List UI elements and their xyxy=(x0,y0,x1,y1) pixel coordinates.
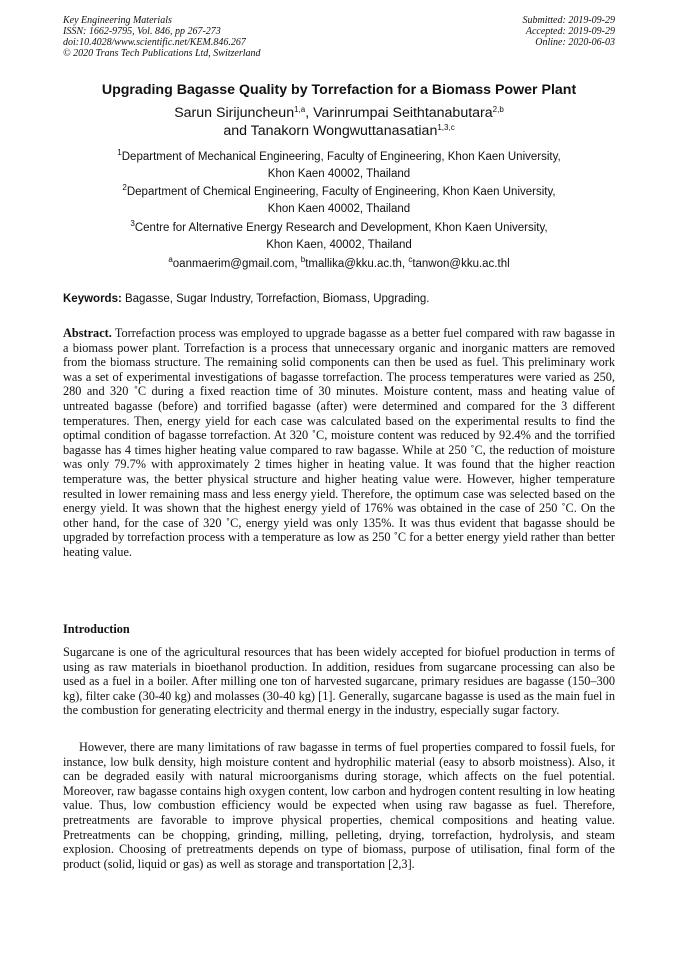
paragraph: Sugarcane is one of the agricultural resources that has been widely accepted for biofuel production in terms of using as raw materials in bioethanol production. In addition, residues from sugarcane processing can also be used as a fuel in a boiler. After milling one ton of harvested sugarcane, primary residues are bagasse (150–300 kg), filter cake (30-40 kg) and molasses (30-40 kg) [1]. Generally, sugarcane bagasse is used as the main fuel in the combustion for generating electricity and thermal energy in the industry, especially sugar factory. xyxy=(63,645,615,718)
journal-info xyxy=(63,15,261,59)
affiliation-number: 2 xyxy=(122,183,127,192)
paragraph: However, there are many limitations of raw bagasse in terms of fuel properties compared to fossil fuels, for instance, low bulk density, high moisture content and hydrophilic material (easy to absorb moistness). Also, it can be degraded easily with natural microorganisms during storage, which affects on the fuel potential. Moreover, raw bagasse contains high oxygen content, low carbon and hydrogen content resulting in low heating value. Thus, low combustion efficiency would be expected when using raw bagasse as fuel. Therefore, pretreatments are favorable to improve physical properties, chemical compositions and heating value. Pretreatments can be chopping, grinding, milling, pelleting, drying, torrefaction, hydrolysis, and steam explosion. Choosing of pretreatments depends on type of biomass, purpose of utilisation, final form of the product (solid, liquid or gas) as well as storage and transportation [2,3]. xyxy=(63,740,615,871)
paper-title: Upgrading Bagasse Quality by Torrefaction for a Biomass Power Plant xyxy=(101,82,577,98)
email-c[interactable]: tanwon@kku.ac.thl xyxy=(412,258,510,270)
author-name: Tanakorn Wongwuttanasatian xyxy=(250,123,438,139)
keywords xyxy=(63,292,615,307)
submitted-date: Submitted: 2019-09-29 xyxy=(522,15,615,26)
email-mark: c xyxy=(408,255,413,264)
author-separator: , xyxy=(305,105,314,121)
email-mark: a xyxy=(168,255,173,264)
author-conjunction: and xyxy=(223,123,251,139)
doi-line[interactable]: doi:10.4028/www.scientific.net/KEM.846.267 xyxy=(63,37,246,48)
accepted-date: Accepted: 2019-09-29 xyxy=(525,26,615,37)
affiliation-line: Khon Kaen 40002, Thailand xyxy=(267,168,411,180)
affiliation-line: Khon Kaen 40002, Thailand xyxy=(267,203,411,215)
author-affiliation-mark: 1,3,c xyxy=(437,123,455,132)
affiliation-3 xyxy=(40,220,638,254)
abstract-label: Abstract. xyxy=(63,326,112,340)
journal-name: Key Engineering Materials xyxy=(63,15,172,26)
author-list xyxy=(40,104,638,140)
copyright-line: © 2020 Trans Tech Publications Ltd, Switzerland xyxy=(63,48,261,59)
author-affiliation-mark: 2,b xyxy=(492,105,504,114)
abstract-text: Torrefaction process was employed to upgrade bagasse as a better fuel compared with raw bagasse in a biomass power plant. Torrefaction is a process that unnecessary organic and inorganic matters are removed from the biomass structure. The remaining solid components can then be used as fuel. This preliminary work was a set of experimental investigations of bagasse torrefaction. The process temperatures were varied as 250, 280 and 320 ˚C during a fixed reaction time of 30 minutes. Moisture content, mass and heating value of untreated bagasse (before) and torrified bagasse (after) were determined and compared for the 3 different temperatures. Then, energy yield for each case was calculated based on the experimental results to find the optimal condition of bagasse torrefaction. At 320 ˚C, moisture content was reduced by 92.4% and the torrified bagasse has 4 times higher heating value compared to raw bagasse. While at 250 ˚C, the reduction of moisture was only 79.7% with approximately 2 times higher in heating value. It was found that the higher reaction temperature was, the better physical structure and higher heating value were. However, higher temperature resulted in lower remaining mass and less energy yield. Therefore, the optimum case was selected based on the energy yield. It was shown that the highest energy yield of 176% was obtained in the case of 250 ˚C. On the other hand, for the case of 320 ˚C, energy yield was only 135%. It was thus evident that bagasse should be upgraded by torrefaction process with a temperature as low as 250 ˚C for a better energy yield rather than better heating value. xyxy=(63,326,615,559)
affiliation-line: Centre for Alternative Energy Research and Development, Khon Kaen University, xyxy=(134,222,548,234)
author-name: Sarun Sirijuncheun xyxy=(174,105,295,121)
author-emails xyxy=(40,256,638,273)
affiliation-1 xyxy=(40,149,638,183)
affiliation-number: 1 xyxy=(117,148,122,157)
email-mark: b xyxy=(300,255,306,264)
issn-line: ISSN: 1662-9795, Vol. 846, pp 267-273 xyxy=(63,26,221,37)
keywords-label: Keywords: xyxy=(63,293,122,305)
affiliation-line: Khon Kaen, 40002, Thailand xyxy=(266,239,412,251)
affiliation-line: Department of Chemical Engineering, Faculty of Engineering, Khon Kaen University, xyxy=(126,186,556,198)
author-name: Varinrumpai Seithtanabutara xyxy=(313,105,493,121)
email-a[interactable]: oanmaerim@gmail.com, xyxy=(172,258,301,270)
email-b[interactable]: tmallika@kku.ac.th, xyxy=(305,258,409,270)
online-date: Online: 2020-06-03 xyxy=(535,37,615,48)
affiliation-2 xyxy=(40,184,638,218)
submission-dates xyxy=(523,15,616,48)
keywords-text: Bagasse, Sugar Industry, Torrefaction, Biomass, Upgrading. xyxy=(121,293,430,305)
author-affiliation-mark: 1,a xyxy=(294,105,306,114)
affiliation-number: 3 xyxy=(130,219,135,228)
section-heading-introduction: Introduction xyxy=(63,622,130,636)
affiliation-line: Department of Mechanical Engineering, Faculty of Engineering, Khon Kaen University, xyxy=(121,151,561,163)
abstract xyxy=(63,326,615,560)
